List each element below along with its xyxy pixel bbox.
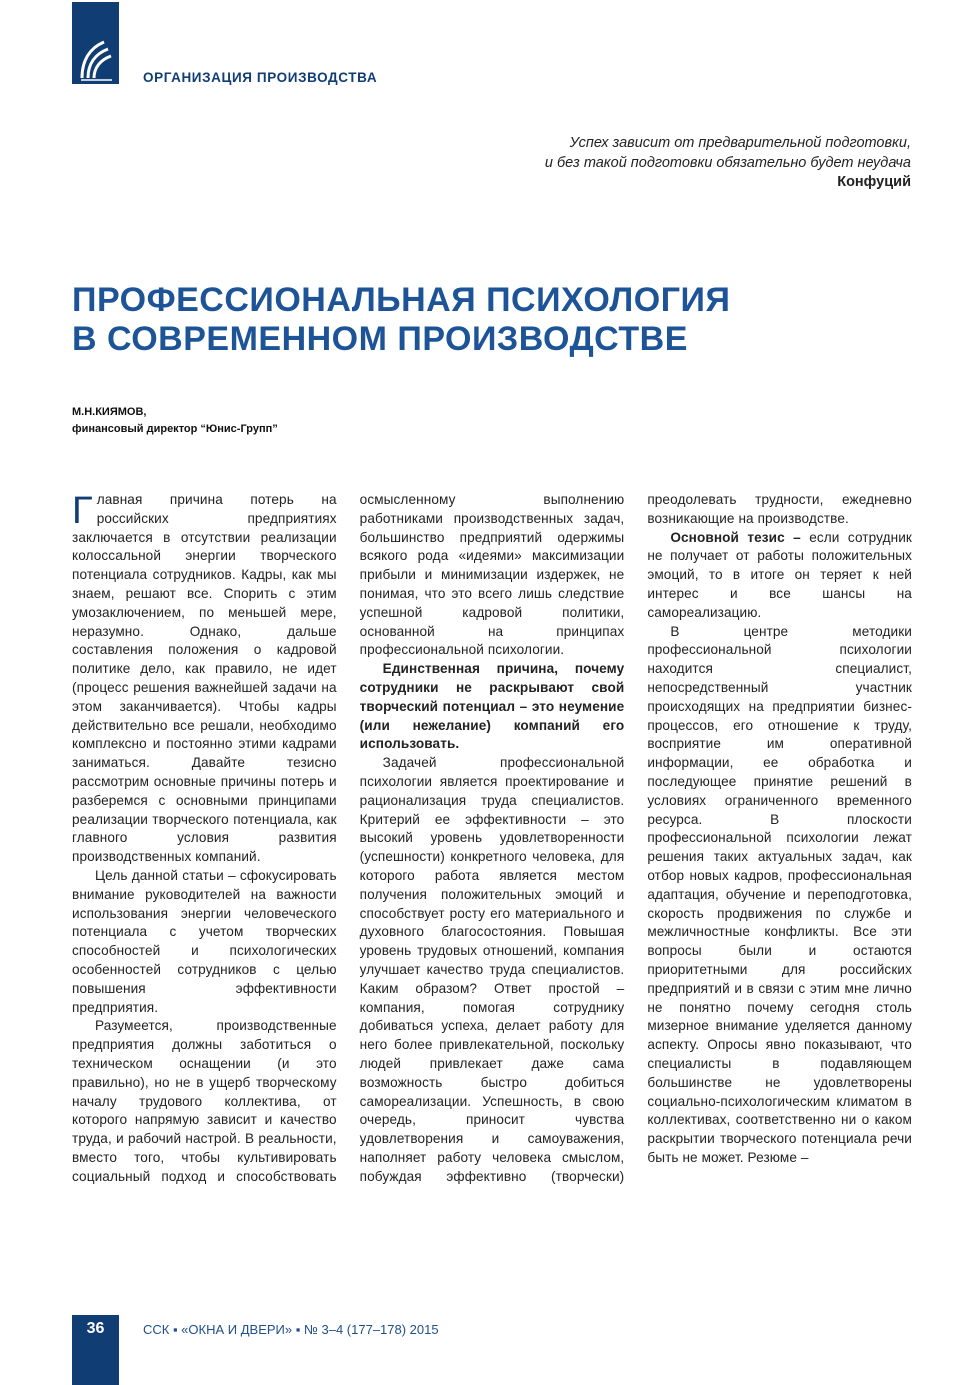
paragraph-text: лавная причина потерь на российских предприятиях заключается в отсутствии реализации колоссальной энергии творческого потенциала сотрудников. Кадры, как мы знаем, решают все. Спорить с этим умозаключением, по меньшей мере, неразумно. Однако, дальше составления положения о кадровой политике дело, как правило, не идет (процесс решения важнейшей задачи на этом заканчивается). Чтобы кадры действительно все решали, необходимо комплексно и постоянно этими кадрами заниматься. Давайте тезисно рассмотрим основные причины потерь и разберемся с основными принципами реализации творческого потенциала, как главного условия развития производственных компаний. — [72, 492, 337, 865]
epigraph-line: Успех зависит от предварительной подготовки, — [569, 135, 911, 151]
article-body — [72, 491, 912, 1186]
paragraph: В центре методики профессиональной психологии находится специалист, непосредственный участник происходящих на предприятии бизнес-процессов, его отношение к труду, восприятие им оперативной информации, ее обработка и последующее принятие решений в условиях ограниченного временного ресурса. В плоскости профессиональной психологии лежат решения таких актуальных задач, как отбор новых кадров, профессиональная адаптация, обучение и переподготовка, скорость продвижения по службе и межличностные конфликты. Все эти вопросы были и остаются приоритетными для российских предприятий и в связи с этим мне лично не понятно почему сегодня столь мизерное внимание уделяется данному аспекту. Опросы явно показывают, что специалисты в подавляющем большинстве не удовлетворены социально-психологическим климатом в коллективах, соответственно ни о каком раскрытии творческого потенциала речи быть не может. Резюме – — [647, 623, 912, 1165]
author-position: финансовый директор “Юнис-Групп” — [72, 423, 278, 435]
page-number: 36 — [86, 1320, 105, 1337]
author-byline — [72, 404, 278, 438]
paragraph — [647, 529, 912, 623]
magazine-logo — [72, 2, 119, 84]
article-title — [72, 281, 730, 359]
bold-paragraph: Единственная причина, почему сотрудники не раскрывают свой творческий потенциал – это неумение (или нежелание) компаний его использовать. — [359, 661, 625, 752]
paragraph-text: если сотрудник не получает от работы положительных эмоций, то в итоге он теряет к ней интерес и все шансы на самореализацию. — [647, 529, 912, 620]
epigraph — [545, 134, 911, 193]
logo-swoosh-icon — [78, 38, 114, 82]
paragraph — [72, 491, 337, 867]
paragraph: Разумеется, производственные предприятия должны заботиться о техническом оснащении (и это правильно), но не в ущерб творческому началу трудового коллектива, от которого напрямую зависит и качество труда, и рабочий настрой. В реальности, вместо того, чтобы культивировать социальный подход и способствовать осмысленному выполнению работниками производственных задач, большинство предприятий одержимы всякого рода «идеями» максимизации прибыли и минимизации издержек, не понимая, что это всего лишь следствие успешной кадровой политики, основанной на принципах профессиональной психологии. — [72, 492, 625, 1184]
paragraph: Цель данной статьи – сфокусировать внимание руководителей на важности использования энергии человеческого потенциала с учетом творческих способностей и психологических особенностей сотрудников с целью повышения эффективности предприятия. — [72, 867, 337, 1015]
footer-issue: ССК ▪ «ОКНА И ДВЕРИ» ▪ № 3–4 (177–178) 2015 — [143, 1322, 439, 1337]
title-line: ПРОФЕССИОНАЛЬНАЯ ПСИХОЛОГИЯ — [72, 281, 731, 319]
paragraph: Задачей профессиональной психологии является проектирование и рационализация труда специалистов. Критерий ее эффективности – это высокий уровень удовлетворенности (успешности) конкретного человека, для которого работа является местом получения положительных эмоций и способствует росту его материального и духовного благосостояния. Повышая уровень трудовых отношений, компания улучшает качество труда специалистов. Каким образом? Ответ простой – компания, помогая сотруднику добиваться успеха, делает работу для него более привлекательной, поскольку людей привлекает даже сама возможность быстро добиться самореализации. Успешность, в свою очередь, приносит чувства удовлетворения и самоуважения, наполняет работу человека смыслом, побуждая эффективно (творчески) преодолевать трудности, ежедневно возникающие на производстве. — [359, 492, 912, 1184]
epigraph-line: и без такой подготовки обязательно будет неудача — [544, 154, 911, 171]
thesis-lead: Основной тезис – — [670, 529, 801, 545]
page-number-block — [72, 1315, 119, 1385]
drop-cap: Г — [72, 490, 93, 532]
section-heading: ОРГАНИЗАЦИЯ ПРОИЗВОДСТВА — [143, 70, 378, 85]
epigraph-author: Конфуций — [837, 174, 911, 190]
title-line: В СОВРЕМЕННОМ ПРОИЗВОДСТВЕ — [72, 320, 688, 358]
author-name: М.Н.КИЯМОВ, — [72, 406, 147, 418]
